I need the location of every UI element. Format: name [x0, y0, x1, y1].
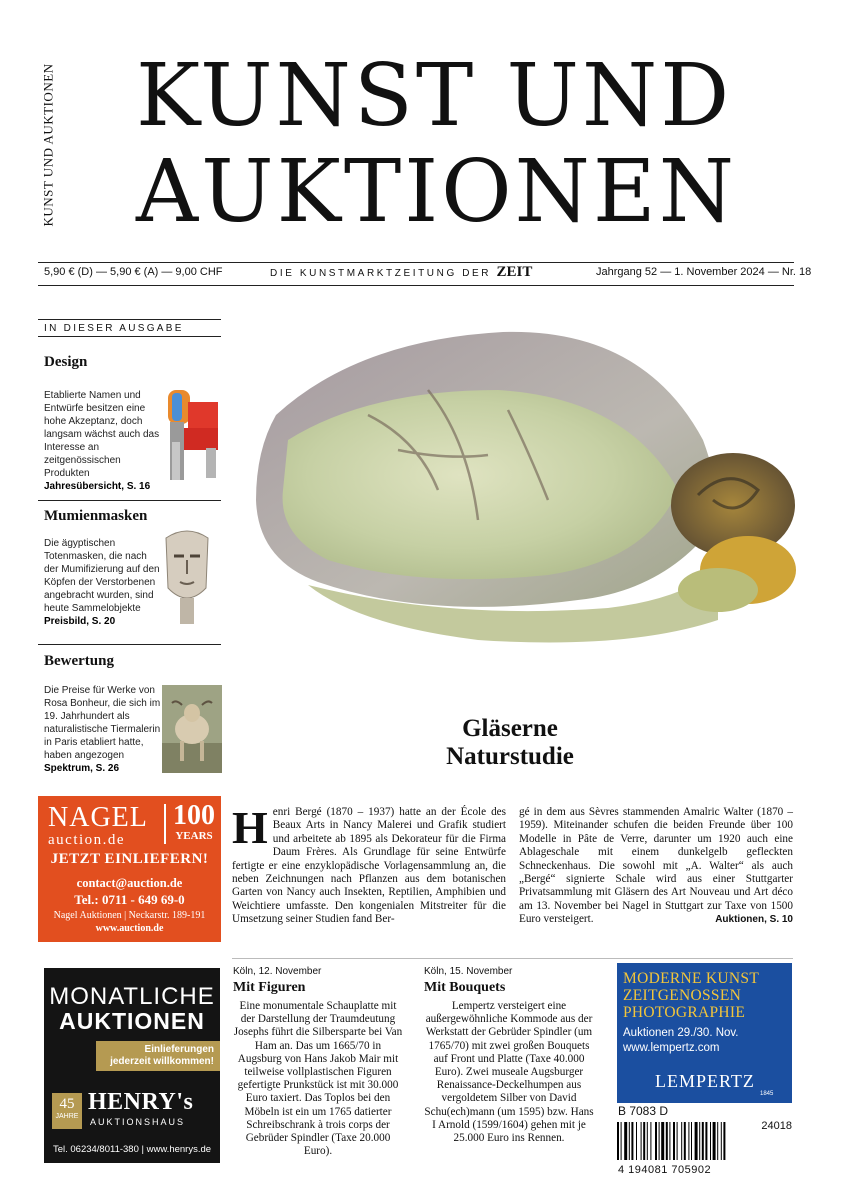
- design-chair-image: [162, 378, 224, 484]
- henrys-ad[interactable]: MONATLICHE AUKTIONEN Einlieferungen jederzeit willkommen! 45 JAHRE HENRY's AUKTIONSHAUS Tel. 06234/8011-380 | www.henrys.de: [44, 968, 220, 1163]
- lead-image-glass-bowl: [248, 320, 810, 680]
- side-title: KUNST UND AUKTIONEN: [41, 62, 56, 227]
- lead-article-ref: Auktionen, S. 10: [715, 914, 793, 926]
- nagel-web: www.auction.de: [95, 923, 164, 934]
- price-line: 5,90 € (D) — 5,90 € (A) — 9,00 CHF: [44, 266, 223, 278]
- henrys-logo: HENRY's: [88, 1089, 194, 1115]
- article-mit-bouquets: Köln, 15. November Mit Bouquets Lempertz versteigert eine außergewöhnliche Kommode aus der Werkstatt der Gebrüder Spindler (um 1765/70) mit zwei großen Bouquets auf Front und Platte (Taxe 40.000 Euro). Zwei museale Augsburger Renaissance-Deckelhumpen aus vergoldetem Silber von David Schu(ech)mann (um 1595) bzw. Hans I Arnold (1599/1604) gehen mit je 25.000 Euro ins Rennen.: [424, 966, 594, 1145]
- masthead-rule-bottom: [38, 285, 794, 286]
- lempertz-web: www.lempertz.com: [623, 1042, 720, 1054]
- nagel-address: Nagel Auktionen | Neckarstr. 189-191: [53, 910, 206, 921]
- nagel-email: contact@auction.de: [76, 876, 183, 890]
- zeit-logo: ZEIT: [496, 264, 533, 280]
- contents-heading: IN DIESER AUSGABE: [38, 319, 221, 337]
- section-text-design: Etablierte Namen und Entwürfe besitzen eine hohe Akzeptanz, doch langsam wächst auch das Interesse an zeitgenössischen Produkten Jahresübersicht, S. 16: [44, 390, 160, 492]
- henrys-contact: Tel. 06234/8011-380 | www.henrys.de: [52, 1144, 212, 1155]
- nagel-phone: Tel.: 0711 - 649 69-0: [74, 892, 185, 907]
- mummy-mask-image: [160, 528, 214, 628]
- sidebar-divider: [38, 500, 221, 501]
- tagline: DIE KUNSTMARKTZEITUNG DER ZEIT: [270, 264, 533, 280]
- lead-headline: Gläserne Naturstudie: [446, 715, 574, 770]
- nagel-ad[interactable]: NAGEL auction.de 100 YEARS JETZT EINLIEFERN! contact@auction.de Tel.: 0711 - 649 69-0 Nagel Auktionen | Neckarstr. 189-191 www.auction.de: [38, 796, 221, 942]
- section-text-bewertung: Die Preise für Werke von Rosa Bonheur, die sich im 19. Jahrhundert als naturalistische Tiermalerin in Paris etabliert hatte, haben angezogen Spektrum, S. 26: [44, 685, 161, 774]
- sidebar-divider: [38, 644, 221, 645]
- barcode-number: 4 194081 705902: [618, 1164, 712, 1176]
- lead-article-col2: gé in dem aus Sèvres stammenden Amalric Walter (1870 – 1959). Miteinander schufen die beiden Freunde über 100 Modelle in Pâte de Verre, darunter um 1920 auch eine Ablageschale mit einem dunkelgelb gefleckten Schneckenhaus. Die sowohl mit „A. Walter“ als auch „Bergé“ signierte Schale wird aus einer Stuttgarter Privatsammlung mit Gläsern des Art Nouveau und Art déco am 13. November bei Nagel in Stuttgart zur Taxe von 1500 Euro versteigert. Auktionen, S. 10: [519, 806, 793, 926]
- lempertz-ad[interactable]: MODERNE KUNST ZEITGENOSSEN PHOTOGRAPHIE Auktionen 29./30. Nov. www.lempertz.com LEMPERTZ 1845: [617, 963, 792, 1103]
- lead-article-col1: Henri Bergé (1870 – 1937) hatte an der École des Beaux Arts in Nancy Malerei und Grafik studiert und arbeitete ab 1895 als Dekorateur für die Firma Daum Frères. Als Grundlage für seine Entwürfe fertigte er eine enzyklopädische Vorlagensammlung an, die neben Zeichnungen nach Pflanzen aus dem botanischen Garten von Nancy auch Insekten, Reptilien, Amphibien und Weichtiere umfasste. Den kongenialen Mitstreiter für die Umsetzung seiner Studien fand Ber-: [232, 802, 506, 926]
- jubilee-badge: 45 JAHRE: [52, 1093, 82, 1129]
- section-divider: [232, 958, 793, 959]
- lempertz-headline: MODERNE KUNST ZEITGENOSSEN PHOTOGRAPHIE: [623, 970, 760, 1021]
- barcode-code: B 7083 D: [618, 1104, 669, 1118]
- henrys-banner: Einlieferungen jederzeit willkommen!: [96, 1041, 220, 1071]
- masthead-rule-top: [38, 262, 794, 263]
- drop-cap: H: [232, 802, 268, 853]
- article-mit-figuren: Köln, 12. November Mit Figuren Eine monumentale Schauplatte mit der Darstellung der Traumdeutung Josephs führt die Silbersparte bei Van Ham an. Das um 1665/70 in Augsburg von Hans Jakob Mair mit teilweise vollplastischen Figuren gefertigte Prunkstück ist mit 30.000 Euro taxiert. Das Toplos bei den Möbeln ist ein um 1765 datierter Schreibschrank à trois corps der Gebrüder Spindler (Taxe 20.000 Euro).: [233, 966, 403, 1158]
- nagel-cta: JETZT EINLIEFERN!: [50, 851, 209, 867]
- barcode-issue: 24018: [740, 1120, 792, 1134]
- lempertz-logo: LEMPERTZ: [655, 1071, 755, 1091]
- cow-painting-image: [162, 685, 222, 773]
- section-title-bewertung: Bewertung: [44, 653, 114, 669]
- issue-line: Jahrgang 52 — 1. November 2024 — Nr. 18: [596, 266, 812, 278]
- section-title-mumienmasken: Mumienmasken: [44, 508, 148, 524]
- page-title: KUNST UND AUKTIONEN: [136, 46, 737, 242]
- section-text-mumienmasken: Die ägyptischen Totenmasken, die nach der Mumifizierung auf den Köpfen der Verstorbenen angebracht wurden, sind heute Sammelobjekte Preisbild, S. 20: [44, 538, 160, 627]
- section-title-design: Design: [44, 354, 88, 370]
